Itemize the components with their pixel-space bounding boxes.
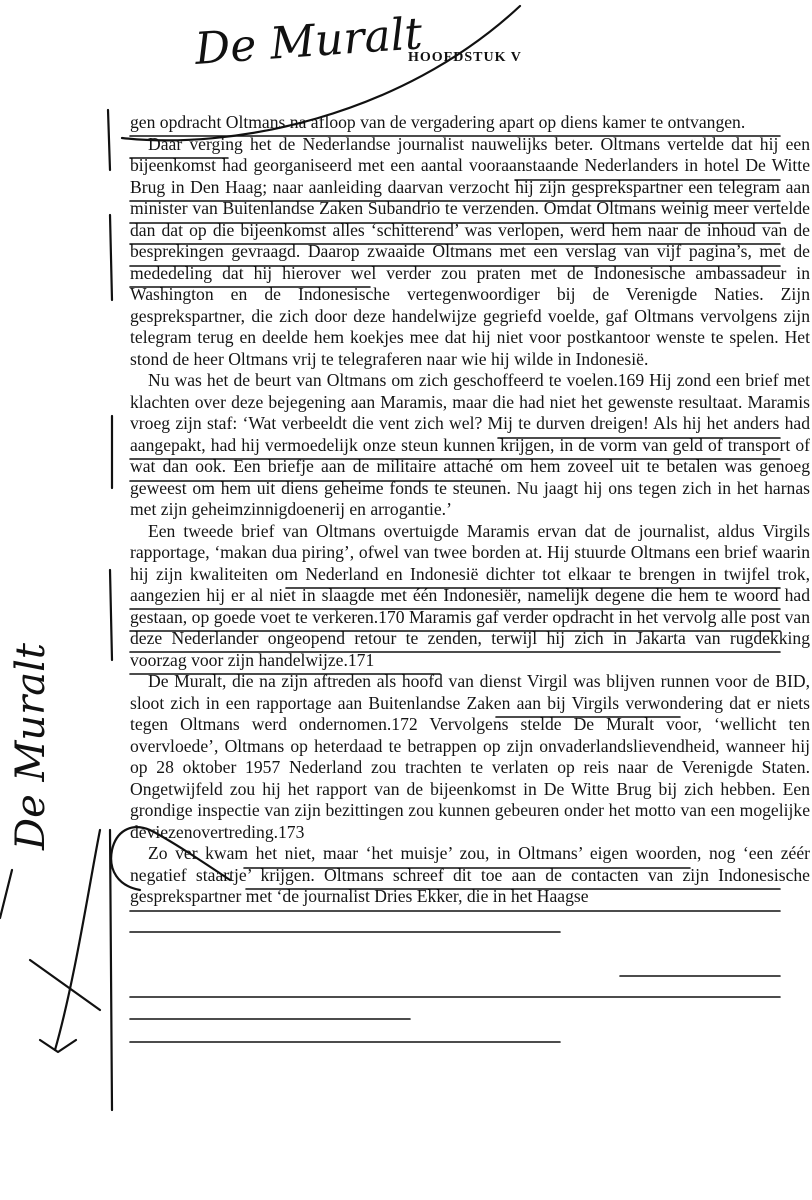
paragraph-3: Nu was het de beurt van Oltmans om zich geschoffeerd te voelen.169 Hij zond een brief met klachten over deze bejegening aan Maramis, maar die had niet het gewenste resultaat. Maramis vroeg zijn staf: ‘Wat verbeeldt die vent zich wel? Mij te durven dreigen! Als hij het anders had aangepakt, had hij vermoedelijk onze steun kunnen krijgen, in de vorm van geld of transport of wat dan ook. Een briefje aan de militaire attaché om hem zoveel uit te betalen was genoeg geweest om hem uit diens geheime fonds te steunen. Nu jaagt hij ons tegen zich in het harnas met zijn geheimzinnigdoenerij en arrogantie.’: [130, 370, 810, 519]
paragraph-5: De Muralt, die na zijn aftreden als hoofd van dienst Virgil was blijven runnen voor de BID, sloot zich in een rapportage aan Buitenlandse Zaken aan bij Virgils verwondering dat er niets tegen Oltmans werd ondernomen.172 Vervolgens stelde De Muralt voor, ‘wellicht ten overvloede’, Oltmans op heterdaad te betrappen op zijn onvaderlandslievendheid, wanneer hij op 28 oktober 1957 Nederland zou trachten te verlaten op reis naar de Verenigde Staten. Ongetwijfeld zou hij het rapport van de bijeenkomst in De Witte Brug bij zich hebben. Een grondige inspectie van zijn bezittingen zou kunnen gebeuren onder het motto van een mogelijke deviezenovertreding.173: [130, 671, 810, 842]
margin-bracket-2: [110, 215, 112, 300]
margin-bracket-5: [110, 830, 112, 1110]
margin-arrow-head: [40, 1040, 76, 1052]
running-head: HOOFDSTUK V: [408, 50, 522, 65]
paragraph-2: Daar verging het de Nederlandse journalist nauwelijks beter. Oltmans vertelde dat hij een bijeenkomst had georganiseerd met een aantal vooraanstaande Nederlanders in hotel De Witte Brug in Den Haag; naar aanleiding daarvan verzocht hij zijn gesprekspartner een telegram aan minister van Buitenlandse Zaken Subandrio te verzenden. Omdat Oltmans weinig meer vertelde dan dat op die bijeenkomst alles ‘schitterend’ was verlopen, werd hem naar de inhoud van de besprekingen gevraagd. Daarop zwaaide Oltmans met een verslag van vijf pagina’s, met de mededeling dat hij hierover wel verder zou praten met de Indonesische ambassadeur in Washington en de Indonesische vertegenwoordiger bij de Verenigde Naties. Zijn gesprekspartner, die zich door deze handelwijze gegriefd voelde, gaf Oltmans vervolgens zijn telegram terug en deelde hem koekjes mee dat hij niet voor postkantoor wenste te spelen. Het stond de heer Oltmans vrij te telegraferen naar wie hij wilde in Indonesië.: [130, 133, 810, 369]
margin-arrow-stroke: [30, 960, 100, 1010]
margin-bracket-1: [108, 110, 110, 170]
margin-bracket-4: [110, 570, 112, 660]
paragraph-4: Een tweede brief van Oltmans overtuigde Maramis ervan dat de journalist, aldus Virgils rapportage, ‘makan dua piring’, ofwel van twee borden at. Hij stuurde Oltmans een brief waarin hij zijn kwaliteiten om Nederland en Indonesië dichter tot elkaar te brengen in twijfel trok, aangezien hij er al niet in slaagde met één Indonesiër, namelijk degene die hem te woord had gestaan, op goede voet te verkeren.170 Maramis gaf verder opdracht in het vervolg alle post van deze Nederlander ongeopend retour te zenden, terwijl hij zich in Jakarta van rugdekking voorzag voor zijn handelwijze.171: [130, 520, 810, 670]
paragraph-1: gen opdracht Oltmans na afloop van de vergadering apart op diens kamer te ontvangen.: [130, 112, 746, 132]
margin-long-stroke: [0, 870, 12, 918]
handwritten-name-top: De Muralt: [193, 8, 424, 75]
handwritten-name-margin: De Muralt: [8, 642, 54, 850]
margin-arrow-shaft: [55, 830, 100, 1050]
body-text: [130, 112, 810, 908]
paragraph-6: Zo ver kwam het niet, maar ‘het muisje’ zou, in Oltmans’ eigen woorden, nog ‘een zéér negatief staartje’ krijgen. Oltmans schreef dit toe aan de contacten van zijn Indonesische gesprekspartner met ‘de journalist Dries Ekker, die in het Haagse: [130, 843, 810, 906]
